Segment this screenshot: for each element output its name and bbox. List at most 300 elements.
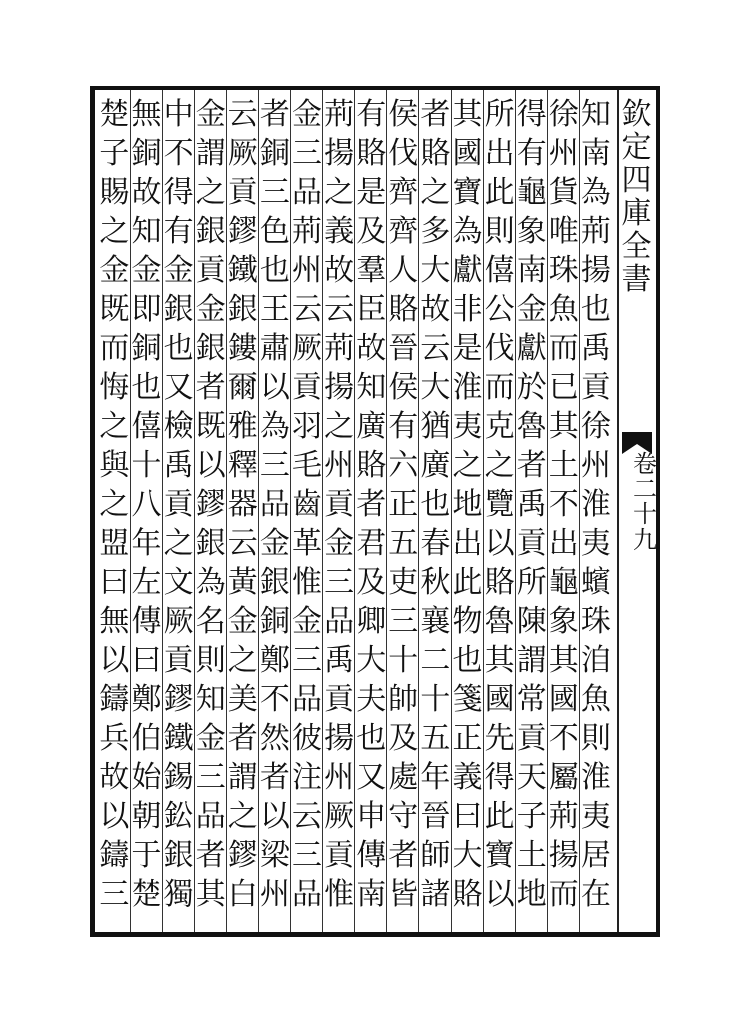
character: 以 <box>484 877 515 912</box>
column-rule <box>162 90 163 932</box>
character: 檢 <box>163 409 194 444</box>
character: 美 <box>227 682 258 717</box>
character: 而 <box>99 331 130 366</box>
character: 克 <box>484 409 515 444</box>
character: 也 <box>163 331 194 366</box>
character: 南 <box>356 877 387 912</box>
character: 獻 <box>516 331 547 366</box>
character: 金 <box>227 604 258 639</box>
character: 金 <box>516 292 547 327</box>
character: 義 <box>324 214 355 249</box>
character: 鐵 <box>227 253 258 288</box>
character: 貢 <box>516 721 547 756</box>
character: 貢 <box>580 370 611 405</box>
character: 南 <box>516 253 547 288</box>
character: 象 <box>516 214 547 249</box>
character: 者 <box>259 760 290 795</box>
character: 貢 <box>516 526 547 561</box>
character: 者 <box>420 97 451 132</box>
character: 云 <box>227 526 258 561</box>
character: 此 <box>484 175 515 210</box>
column-rule <box>354 90 355 932</box>
character: 金 <box>324 526 355 561</box>
character: 之 <box>452 448 483 483</box>
character: 悔 <box>99 370 130 405</box>
character: 金 <box>292 97 322 132</box>
character: 寶 <box>452 175 483 210</box>
character: 國 <box>452 136 483 171</box>
character: 曰 <box>131 643 162 678</box>
character: 齊 <box>388 175 419 210</box>
character: 於 <box>516 370 547 405</box>
character: 品 <box>292 877 322 912</box>
column-rule <box>290 90 291 932</box>
character: 銀 <box>227 292 258 327</box>
character: 荊 <box>324 331 355 366</box>
character: 注 <box>292 760 322 795</box>
character: 也 <box>580 292 611 327</box>
character: 者 <box>516 448 547 483</box>
character: 名 <box>195 604 226 639</box>
character: 及 <box>356 214 387 249</box>
character: 品 <box>195 799 226 834</box>
column-rule <box>386 90 387 932</box>
character: 其 <box>452 97 483 132</box>
character: 者 <box>195 838 226 873</box>
character: 傳 <box>131 604 162 639</box>
character: 大 <box>452 838 483 873</box>
character: 鏐 <box>227 838 258 873</box>
character: 鐵 <box>163 721 194 756</box>
character: 也 <box>420 487 451 522</box>
character: 與 <box>99 448 130 483</box>
character: 鏤 <box>227 331 258 366</box>
character: 為 <box>259 409 290 444</box>
character: 是 <box>356 175 387 210</box>
character: 也 <box>452 643 483 678</box>
character: 則 <box>580 721 611 756</box>
character: 品 <box>259 487 290 522</box>
character: 以 <box>259 799 290 834</box>
page-border-top <box>92 86 660 90</box>
character: 者 <box>195 370 226 405</box>
character: 八 <box>131 487 162 522</box>
character: 鏐 <box>195 487 226 522</box>
character: 也 <box>259 253 290 288</box>
character: 其 <box>548 643 579 678</box>
character: 其 <box>548 409 579 444</box>
character: 然 <box>259 721 290 756</box>
character: 土 <box>516 838 547 873</box>
character: 秋 <box>420 565 451 600</box>
character: 大 <box>420 370 451 405</box>
character: 夷 <box>580 799 611 834</box>
character: 土 <box>548 448 579 483</box>
character: 王 <box>259 292 290 327</box>
character: 惟 <box>324 877 355 912</box>
character: 人 <box>388 253 419 288</box>
character: 出 <box>452 526 483 561</box>
character: 有 <box>516 136 547 171</box>
character: 則 <box>484 214 515 249</box>
character: 不 <box>163 136 194 171</box>
character: 在 <box>580 877 611 912</box>
character: 二 <box>633 475 657 504</box>
character: 以 <box>484 526 515 561</box>
character: 州 <box>292 253 322 288</box>
character: 云 <box>227 97 258 132</box>
character: 猶 <box>420 409 451 444</box>
character: 中 <box>163 97 194 132</box>
character: 州 <box>548 136 579 171</box>
character: 毛 <box>292 448 322 483</box>
character: 帥 <box>388 682 419 717</box>
character: 貢 <box>227 175 258 210</box>
column-rule <box>547 90 548 932</box>
character: 有 <box>388 409 419 444</box>
character: 侯 <box>388 370 419 405</box>
character: 賂 <box>356 136 387 171</box>
character: 而 <box>548 877 579 912</box>
character: 大 <box>356 643 387 678</box>
character: 賂 <box>388 292 419 327</box>
character: 三 <box>195 760 226 795</box>
character: 銀 <box>163 292 194 327</box>
character: 者 <box>227 721 258 756</box>
character: 貢 <box>324 838 355 873</box>
character: 之 <box>227 643 258 678</box>
character: 僖 <box>131 409 162 444</box>
character: 色 <box>259 214 290 249</box>
character: 獻 <box>452 253 483 288</box>
character: 曰 <box>452 799 483 834</box>
character: 始 <box>131 760 162 795</box>
character: 云 <box>420 331 451 366</box>
character: 天 <box>516 760 547 795</box>
character: 物 <box>452 604 483 639</box>
character: 朝 <box>131 799 162 834</box>
character: 正 <box>388 487 419 522</box>
character: 襄 <box>420 604 451 639</box>
character: 其 <box>484 643 515 678</box>
character: 得 <box>516 97 547 132</box>
character: 以 <box>99 799 130 834</box>
character: 以 <box>195 448 226 483</box>
character: 謂 <box>516 643 547 678</box>
character: 盟 <box>99 526 130 561</box>
character: 厥 <box>292 331 322 366</box>
character: 銀 <box>163 838 194 873</box>
character: 于 <box>131 838 162 873</box>
character: 又 <box>163 370 194 405</box>
character: 揚 <box>324 370 355 405</box>
character: 之 <box>324 175 355 210</box>
character: 十 <box>420 682 451 717</box>
character: 三 <box>292 643 322 678</box>
character: 金 <box>163 253 194 288</box>
character: 揚 <box>324 721 355 756</box>
character: 揚 <box>548 838 579 873</box>
character: 金 <box>195 97 226 132</box>
character: 之 <box>99 487 130 522</box>
character: 無 <box>131 97 162 132</box>
character: 鄭 <box>259 643 290 678</box>
character: 唯 <box>548 214 579 249</box>
character: 龜 <box>516 175 547 210</box>
character: 及 <box>388 721 419 756</box>
character: 左 <box>131 565 162 600</box>
character: 羽 <box>292 409 322 444</box>
character: 賂 <box>420 136 451 171</box>
character: 禹 <box>163 448 194 483</box>
character: 品 <box>292 682 322 717</box>
character: 師 <box>420 838 451 873</box>
character: 吏 <box>388 565 419 600</box>
character: 故 <box>356 331 387 366</box>
character: 兵 <box>99 721 130 756</box>
character: 之 <box>420 175 451 210</box>
character: 十 <box>633 500 657 529</box>
character: 地 <box>516 877 547 912</box>
character: 賂 <box>484 565 515 600</box>
character: 伐 <box>484 331 515 366</box>
character: 出 <box>484 136 515 171</box>
character: 不 <box>259 682 290 717</box>
character: 金 <box>99 253 130 288</box>
character: 貢 <box>163 643 194 678</box>
character: 三 <box>99 877 130 912</box>
book-title <box>617 98 656 296</box>
character: 五 <box>388 526 419 561</box>
character: 卿 <box>356 604 387 639</box>
character: 錫 <box>163 760 194 795</box>
character: 申 <box>356 799 387 834</box>
character: 革 <box>292 526 322 561</box>
character: 箋 <box>452 682 483 717</box>
character: 春 <box>420 526 451 561</box>
character: 獨 <box>163 877 194 912</box>
character: 晉 <box>420 799 451 834</box>
volume-number <box>630 452 660 553</box>
character: 無 <box>99 604 130 639</box>
character: 此 <box>484 799 515 834</box>
character: 之 <box>484 448 515 483</box>
character: 龜 <box>548 565 579 600</box>
character: 公 <box>484 292 515 327</box>
character: 得 <box>163 175 194 210</box>
character: 荊 <box>324 97 355 132</box>
character: 齊 <box>388 214 419 249</box>
character: 子 <box>516 799 547 834</box>
character: 州 <box>324 448 355 483</box>
character: 三 <box>292 838 322 873</box>
character: 金 <box>259 526 290 561</box>
character: 金 <box>195 721 226 756</box>
character: 義 <box>452 760 483 795</box>
character: 十 <box>131 448 162 483</box>
character: 國 <box>484 682 515 717</box>
character: 三 <box>259 175 290 210</box>
character: 大 <box>420 253 451 288</box>
character: 不 <box>548 721 579 756</box>
character: 也 <box>356 721 387 756</box>
character: 魯 <box>484 604 515 639</box>
character: 州 <box>259 877 290 912</box>
column-rule <box>579 90 580 932</box>
character: 州 <box>580 448 611 483</box>
character: 庫 <box>621 196 652 231</box>
character: 夷 <box>452 409 483 444</box>
character: 揚 <box>580 253 611 288</box>
character: 鑄 <box>99 838 130 873</box>
character: 鄭 <box>131 682 162 717</box>
character: 之 <box>195 175 226 210</box>
character: 非 <box>452 292 483 327</box>
character: 賂 <box>356 448 387 483</box>
character: 云 <box>292 292 322 327</box>
character: 出 <box>548 526 579 561</box>
character: 楚 <box>99 97 130 132</box>
character: 金 <box>195 292 226 327</box>
character: 南 <box>580 136 611 171</box>
character: 十 <box>388 643 419 678</box>
character: 之 <box>99 214 130 249</box>
character: 者 <box>388 838 419 873</box>
character: 又 <box>356 760 387 795</box>
character: 賂 <box>452 877 483 912</box>
character: 銅 <box>259 604 290 639</box>
column-rule <box>515 90 516 932</box>
character: 故 <box>99 760 130 795</box>
character: 為 <box>580 175 611 210</box>
character: 徐 <box>548 97 579 132</box>
character: 品 <box>324 604 355 639</box>
character: 常 <box>516 682 547 717</box>
character: 君 <box>356 526 387 561</box>
character: 珠 <box>548 253 579 288</box>
character: 鈆 <box>163 799 194 834</box>
column-rule <box>194 90 195 932</box>
character: 肅 <box>259 331 290 366</box>
character: 者 <box>356 487 387 522</box>
character: 曰 <box>99 565 130 600</box>
character: 厥 <box>227 136 258 171</box>
character: 定 <box>621 130 652 165</box>
character: 九 <box>633 525 657 554</box>
character: 三 <box>259 448 290 483</box>
character: 寶 <box>484 838 515 873</box>
character: 之 <box>324 409 355 444</box>
character: 伐 <box>388 136 419 171</box>
character: 知 <box>131 214 162 249</box>
character: 之 <box>227 799 258 834</box>
character: 釋 <box>227 448 258 483</box>
column-rule <box>483 90 484 932</box>
character: 欽 <box>621 97 652 132</box>
character: 正 <box>452 721 483 756</box>
character: 五 <box>420 721 451 756</box>
character: 六 <box>388 448 419 483</box>
character: 先 <box>484 721 515 756</box>
page-border-bottom <box>92 932 660 937</box>
character: 銀 <box>195 331 226 366</box>
character: 既 <box>195 409 226 444</box>
character: 鑄 <box>99 682 130 717</box>
column-rule <box>226 90 227 932</box>
character: 晉 <box>388 331 419 366</box>
character: 惟 <box>292 565 322 600</box>
character: 荊 <box>548 799 579 834</box>
character: 者 <box>259 97 290 132</box>
character: 貢 <box>324 487 355 522</box>
character: 而 <box>484 370 515 405</box>
character: 守 <box>388 799 419 834</box>
character: 之 <box>99 409 130 444</box>
character: 伯 <box>131 721 162 756</box>
character: 國 <box>548 682 579 717</box>
character: 貢 <box>292 370 322 405</box>
character: 品 <box>292 175 322 210</box>
character: 三 <box>324 565 355 600</box>
character: 銀 <box>259 565 290 600</box>
character: 徐 <box>580 409 611 444</box>
character: 有 <box>163 214 194 249</box>
column-rule <box>322 90 323 932</box>
character: 四 <box>621 163 652 198</box>
character: 侯 <box>388 97 419 132</box>
character: 貨 <box>548 175 579 210</box>
character: 居 <box>580 838 611 873</box>
character: 賜 <box>99 175 130 210</box>
character: 故 <box>420 292 451 327</box>
character: 屬 <box>548 760 579 795</box>
character: 銅 <box>131 136 162 171</box>
character: 是 <box>452 331 483 366</box>
character: 禹 <box>516 487 547 522</box>
character: 金 <box>131 253 162 288</box>
character: 及 <box>356 565 387 600</box>
character: 貢 <box>195 253 226 288</box>
character: 彼 <box>292 721 322 756</box>
character: 既 <box>99 292 130 327</box>
character: 傳 <box>356 838 387 873</box>
character: 文 <box>163 565 194 600</box>
character: 淮 <box>580 760 611 795</box>
character: 年 <box>131 526 162 561</box>
character: 二 <box>420 643 451 678</box>
character: 謂 <box>227 760 258 795</box>
character: 淮 <box>580 487 611 522</box>
character: 禹 <box>580 331 611 366</box>
character: 雅 <box>227 409 258 444</box>
character: 三 <box>388 604 419 639</box>
character: 陳 <box>516 604 547 639</box>
character: 貢 <box>324 682 355 717</box>
character: 知 <box>580 97 611 132</box>
character: 貢 <box>163 487 194 522</box>
character: 所 <box>484 97 515 132</box>
character: 不 <box>548 487 579 522</box>
character: 魯 <box>516 409 547 444</box>
character: 禹 <box>324 643 355 678</box>
character: 故 <box>324 253 355 288</box>
character: 爾 <box>227 370 258 405</box>
character: 梁 <box>259 838 290 873</box>
character: 以 <box>99 643 130 678</box>
character: 其 <box>195 877 226 912</box>
character: 象 <box>548 604 579 639</box>
character: 云 <box>324 292 355 327</box>
